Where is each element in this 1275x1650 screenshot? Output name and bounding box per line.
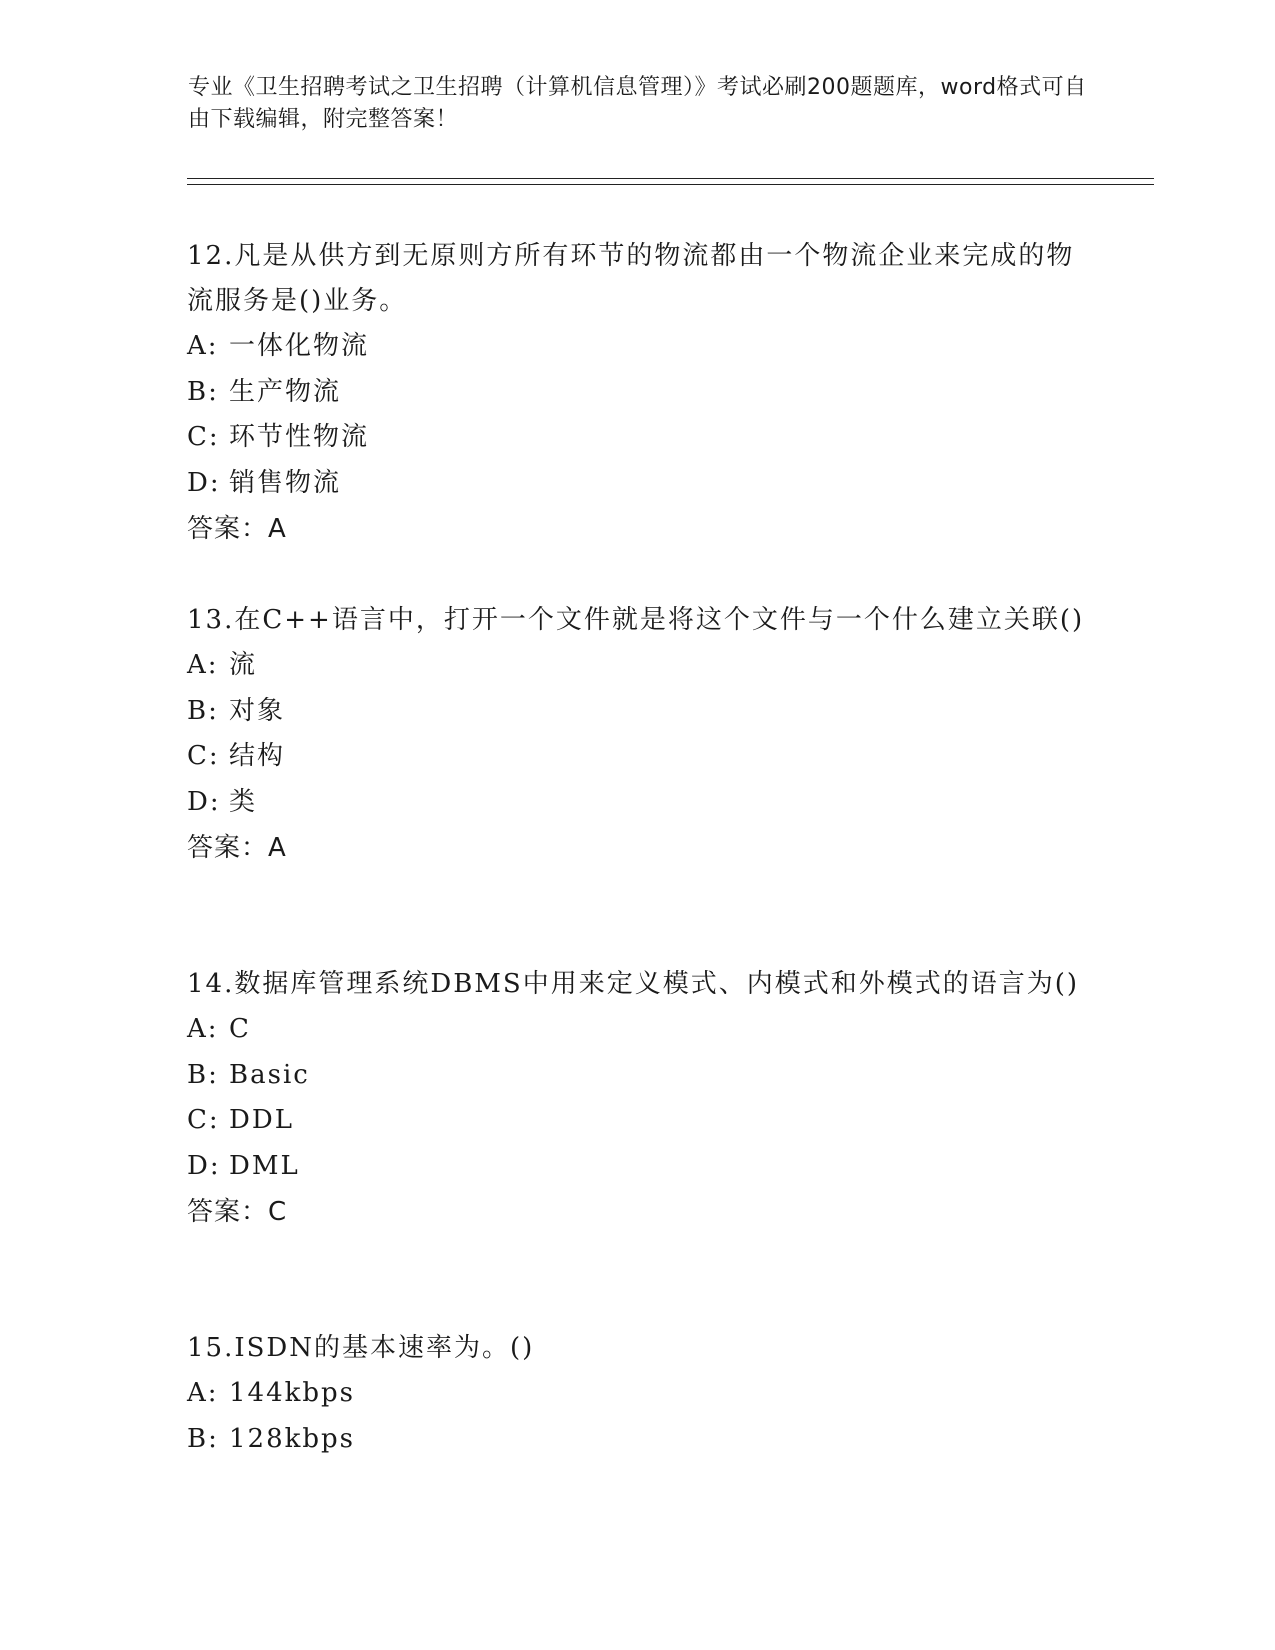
option-letter: A: (187, 650, 219, 680)
option-text: Basic (229, 1059, 310, 1090)
option-b (187, 370, 1087, 416)
question-stem: 13.在C++语言中，打开一个文件就是将这个文件与一个什么建立关联() (187, 605, 1085, 635)
option-letter: D: (187, 786, 221, 817)
option-text: 流 (229, 650, 258, 680)
option-a (187, 643, 1087, 689)
option-text: 生产物流 (229, 376, 342, 407)
header-divider-bottom (187, 184, 1154, 185)
option-letter: C: (187, 422, 220, 452)
option-letter: A: (187, 1378, 219, 1408)
option-text: C (229, 1014, 251, 1044)
header-divider-top (187, 178, 1154, 179)
option-b (187, 1417, 1087, 1463)
answer-label: 答案：A (187, 833, 287, 863)
option-a (187, 1371, 1087, 1417)
document-intro: 专业《卫生招聘考试之卫生招聘（计算机信息管理）》考试必刷200题题库，word格式可自由下载编辑，附完整答案！ (188, 75, 1087, 132)
answer-label: 答案：A (187, 514, 287, 544)
option-a (187, 1007, 1087, 1053)
option-b (187, 1053, 1087, 1099)
option-c (187, 1098, 1087, 1144)
option-c (187, 734, 1087, 780)
option-text: 128kbps (229, 1423, 356, 1454)
option-text: 结构 (229, 741, 286, 771)
option-letter: C: (187, 741, 220, 771)
option-letter: C: (187, 1105, 220, 1135)
question-13 (187, 598, 1087, 871)
answer-label: 答案：C (187, 1197, 288, 1227)
option-c (187, 415, 1087, 461)
question-stem: 15.ISDN的基本速率为。() (187, 1333, 535, 1363)
question-stem: 12.凡是从供方到无原则方所有环节的物流都由一个物流企业来完成的物流服务是()业务。 (187, 241, 1075, 316)
option-text: 对象 (229, 695, 286, 726)
option-d (187, 780, 1087, 826)
option-d (187, 1144, 1087, 1190)
question-15 (187, 1326, 1087, 1462)
question-12 (187, 234, 1087, 552)
option-letter: A: (187, 331, 219, 361)
question-stem: 14.数据库管理系统DBMS中用来定义模式、内模式和外模式的语言为() (187, 969, 1080, 999)
option-b (187, 689, 1087, 735)
option-text: DDL (229, 1105, 294, 1135)
option-a (187, 324, 1087, 370)
option-text: 销售物流 (229, 467, 342, 498)
option-text: 144kbps (229, 1378, 356, 1408)
option-text: DML (229, 1150, 300, 1181)
option-letter: B: (187, 695, 219, 726)
option-letter: B: (187, 376, 219, 407)
option-letter: B: (187, 1059, 219, 1090)
option-letter: D: (187, 467, 221, 498)
option-letter: A: (187, 1014, 219, 1044)
question-14 (187, 962, 1087, 1235)
option-letter: B: (187, 1423, 219, 1454)
option-text: 环节性物流 (229, 422, 370, 452)
option-text: 类 (229, 786, 258, 817)
option-letter: D: (187, 1150, 221, 1181)
option-text: 一体化物流 (229, 331, 370, 361)
option-d (187, 461, 1087, 507)
